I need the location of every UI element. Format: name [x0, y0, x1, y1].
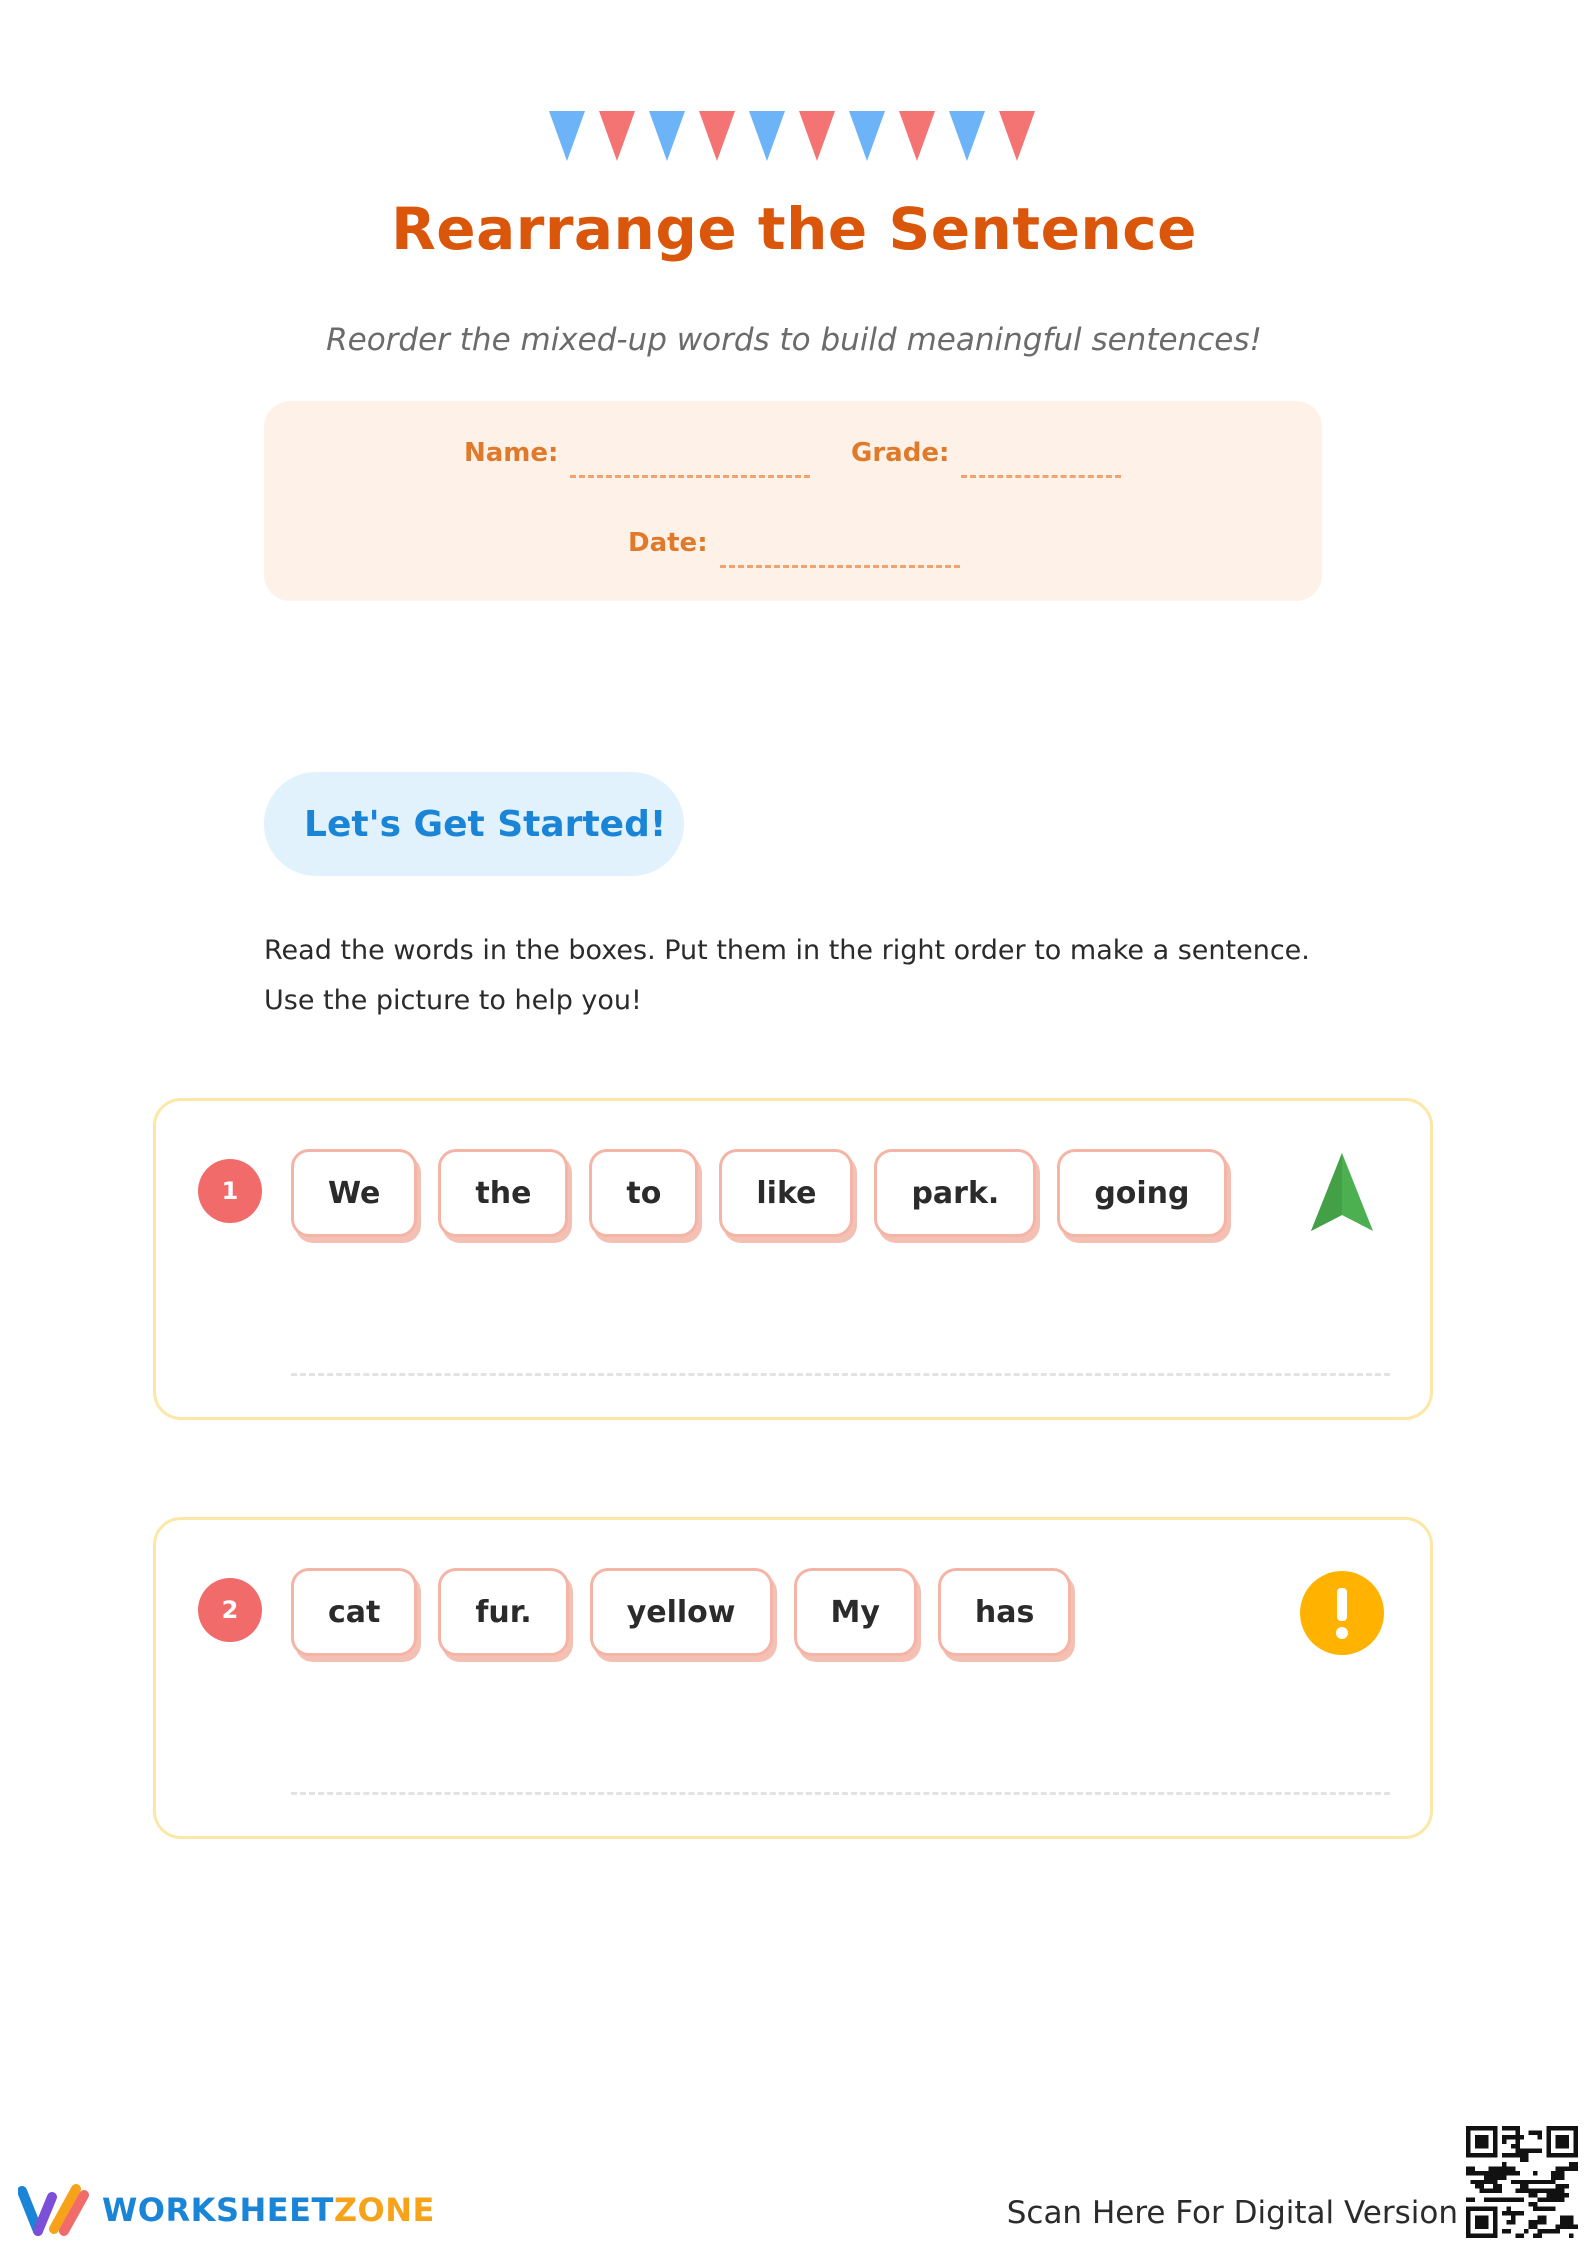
- answer-line[interactable]: [291, 1373, 1390, 1376]
- qr-code[interactable]: [1466, 2126, 1578, 2238]
- bunting-flag: [549, 111, 585, 161]
- word-tile[interactable]: cat: [291, 1568, 417, 1656]
- question-number-badge: 2: [198, 1578, 262, 1642]
- grade-label: Grade:: [851, 438, 950, 468]
- bunting-flag: [749, 111, 785, 161]
- bunting-flag: [949, 111, 985, 161]
- question-card-1: [153, 1098, 1433, 1420]
- bunting-flag: [849, 111, 885, 161]
- word-tile[interactable]: park.: [874, 1149, 1036, 1237]
- instructions-line-2: Use the picture to help you!: [264, 985, 642, 1016]
- green-arrow-up-icon: [1309, 1153, 1375, 1233]
- grade-field[interactable]: [961, 475, 1121, 478]
- bunting-flag: [999, 111, 1035, 161]
- date-label: Date:: [628, 528, 708, 558]
- word-tile[interactable]: has: [938, 1568, 1071, 1656]
- name-label: Name:: [464, 438, 559, 468]
- bunting-flag: [599, 111, 635, 161]
- date-field[interactable]: [720, 565, 960, 568]
- instructions-line-1: Read the words in the boxes. Put them in the right order to make a sentence.: [264, 935, 1310, 966]
- bunting-flag: [899, 111, 935, 161]
- word-tile[interactable]: My: [794, 1568, 917, 1656]
- page-subtitle: Reorder the mixed-up words to build meaningful sentences!: [326, 322, 1262, 358]
- word-bank: [291, 1149, 1227, 1237]
- student-info-box: [264, 401, 1322, 601]
- logo-icon: [18, 2183, 92, 2237]
- instructions: [264, 926, 1414, 1026]
- logo-text: WORKSHEETZONE: [102, 2191, 435, 2229]
- name-field[interactable]: [570, 475, 810, 478]
- section-heading: Let's Get Started!: [264, 772, 684, 876]
- word-tile[interactable]: fur.: [438, 1568, 568, 1656]
- word-tile[interactable]: yellow: [590, 1568, 773, 1656]
- bunting-flag: [699, 111, 735, 161]
- scan-caption: Scan Here For Digital Version: [1006, 2195, 1458, 2231]
- word-tile[interactable]: We: [291, 1149, 417, 1237]
- exclamation-icon: [1299, 1570, 1385, 1656]
- bunting-flag: [799, 111, 835, 161]
- bunting-decoration: [547, 111, 1047, 163]
- answer-line[interactable]: [291, 1792, 1390, 1795]
- word-bank: [291, 1568, 1071, 1656]
- word-tile[interactable]: going: [1057, 1149, 1226, 1237]
- word-tile[interactable]: to: [589, 1149, 698, 1237]
- worksheetzone-logo: [18, 2183, 435, 2237]
- word-tile[interactable]: the: [438, 1149, 568, 1237]
- question-number-badge: 1: [198, 1159, 262, 1223]
- question-card-2: [153, 1517, 1433, 1839]
- page-title: Rearrange the Sentence: [391, 195, 1197, 263]
- bunting-flag: [649, 111, 685, 161]
- word-tile[interactable]: like: [719, 1149, 853, 1237]
